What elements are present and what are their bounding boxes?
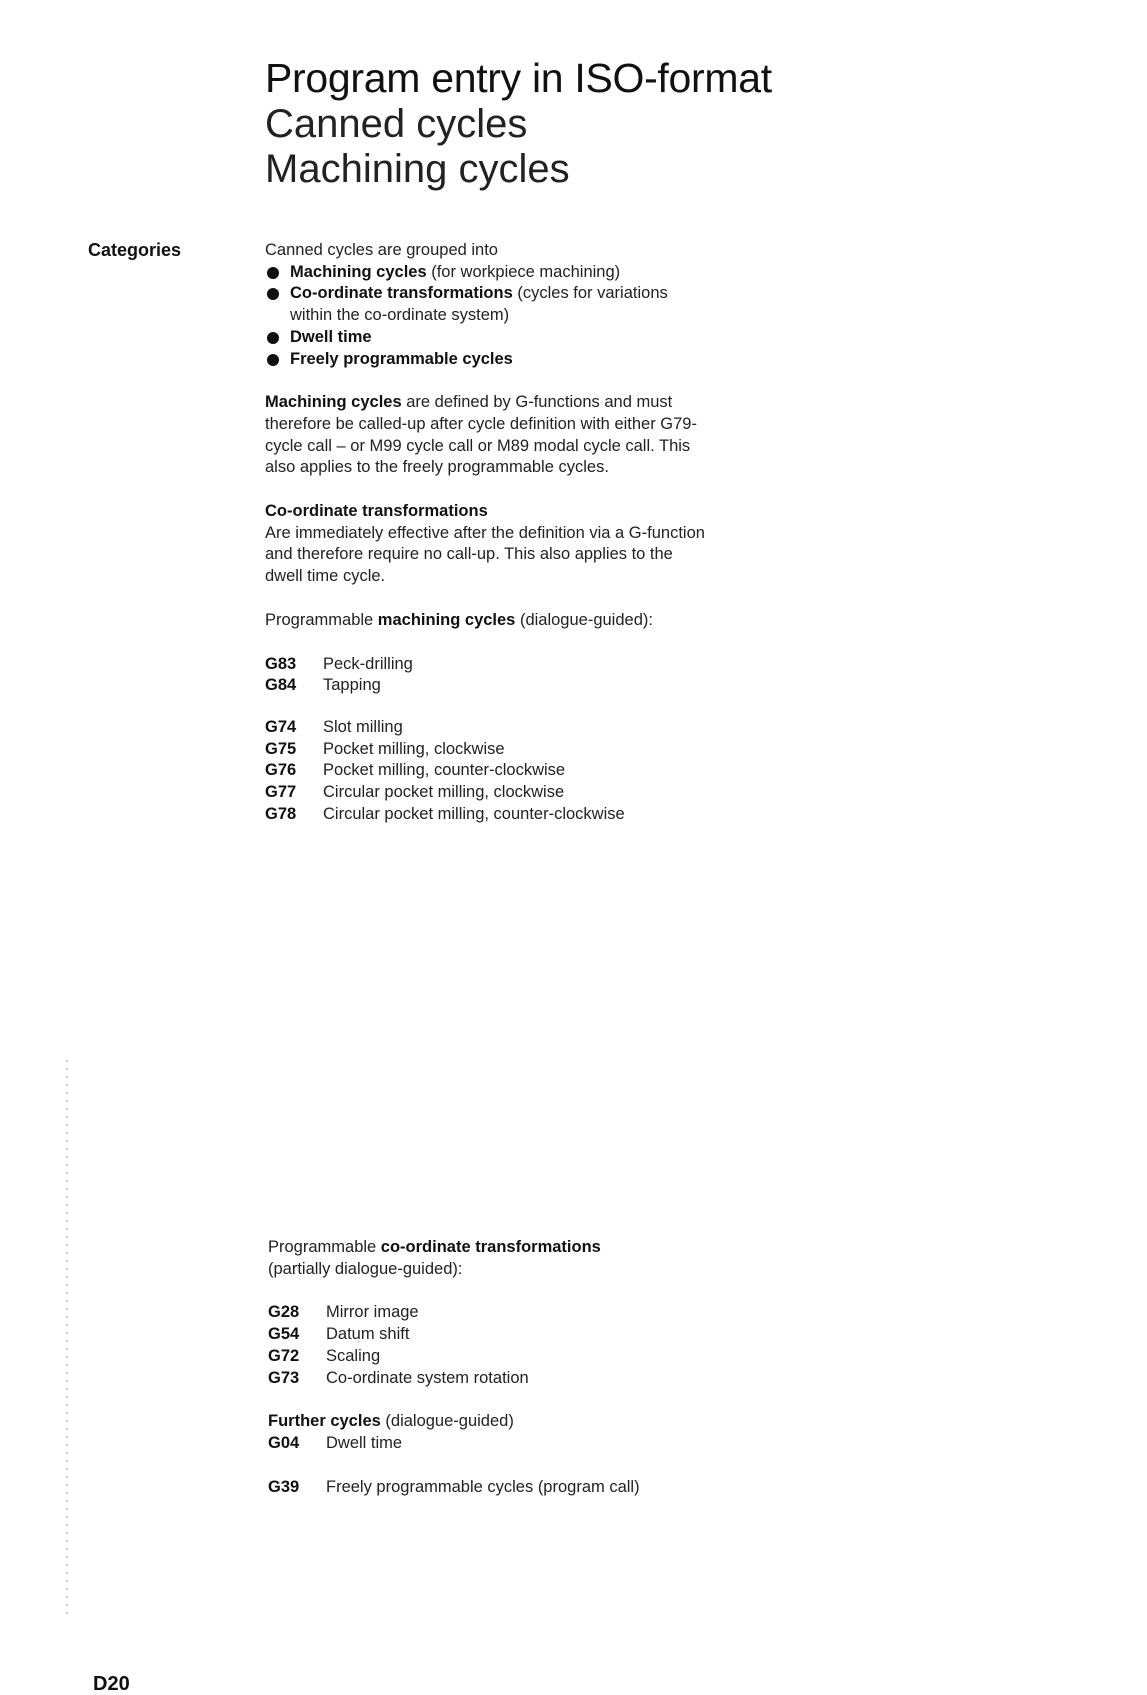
code-list-item — [268, 1324, 708, 1346]
code-list-item — [265, 739, 705, 761]
programmable-coord-intro: Programmable co-ordinate transformations (partially dialogue-guided): — [268, 1238, 601, 1278]
g-code: G28 — [268, 1303, 300, 1322]
g-code: G84 — [265, 676, 297, 695]
code-list-item — [265, 675, 705, 697]
g-code-description: Datum shift — [326, 1325, 410, 1344]
freely-programmable-code-list — [268, 1477, 708, 1499]
code-list-item — [268, 1302, 708, 1324]
code-list-item — [265, 782, 705, 804]
further-code-list — [268, 1433, 708, 1455]
g-code-description: Freely programmable cycles (program call) — [326, 1477, 640, 1496]
main-content — [265, 240, 705, 825]
g-code-description: Scaling — [326, 1346, 381, 1365]
g-code: G76 — [265, 761, 297, 780]
g-code-description: Pocket milling, clockwise — [323, 739, 505, 758]
coord-transform-heading: Co-ordinate transformations — [265, 502, 488, 521]
title-block — [265, 54, 1025, 192]
g-code-description: Circular pocket milling, clockwise — [323, 783, 565, 802]
g-code-description: Mirror image — [326, 1303, 419, 1322]
page-subtitle-1: Canned cycles — [265, 102, 528, 146]
code-list-item — [268, 1477, 708, 1499]
code-list-item — [265, 804, 705, 826]
g-code: G04 — [268, 1433, 300, 1452]
g-code-description: Co-ordinate system rotation — [326, 1368, 529, 1387]
g-code: G83 — [265, 654, 297, 673]
g-code-description: Peck-drilling — [323, 654, 413, 673]
g-code-description: Tapping — [323, 676, 381, 695]
g-code: G39 — [268, 1477, 300, 1496]
side-label-categories: Categories — [88, 240, 182, 260]
g-code: G78 — [265, 804, 297, 823]
code-list-item — [268, 1433, 708, 1455]
bullet-dot-icon — [267, 288, 279, 300]
g-code-description: Circular pocket milling, counter-clockwise — [323, 804, 625, 823]
code-list-item — [268, 1346, 708, 1368]
bullet-item: Dwell time — [265, 327, 705, 349]
lower-content — [268, 1237, 708, 1498]
programmable-machining-intro: Programmable machining cycles (dialogue-guided): — [265, 610, 653, 629]
bullet-item: Freely programmable cycles — [265, 349, 705, 371]
coord-code-list — [268, 1302, 708, 1389]
category-bullet-list — [265, 262, 705, 371]
bullet-dot-icon — [267, 354, 279, 366]
machining-cycles-paragraph: Machining cycles are defined by G-functions and must therefore be called-up after cycle definition with either G79-cycle call – or M99 cycle call or M89 modal cycle call. This also applies to the freely programmable cycles. — [265, 393, 697, 477]
bullet-dot-icon — [267, 267, 279, 279]
further-cycles-heading: Further cycles (dialogue-guided) — [268, 1412, 514, 1431]
machining-code-list-a — [265, 654, 705, 697]
code-list-item — [265, 654, 705, 676]
page-number: D20 — [93, 1673, 130, 1695]
g-code-description: Dwell time — [326, 1433, 403, 1452]
coord-transform-paragraph: Are immediately effective after the definition via a G-function and therefore require no call-up. This also applies to the dwell time cycle. — [265, 523, 705, 586]
code-list-item — [268, 1368, 708, 1390]
bullet-item: Machining cycles (for workpiece machining) — [265, 262, 705, 284]
g-code: G54 — [268, 1325, 300, 1344]
g-code: G72 — [268, 1346, 300, 1365]
g-code: G75 — [265, 739, 297, 758]
g-code-description: Pocket milling, counter-clockwise — [323, 761, 566, 780]
code-list-item — [265, 717, 705, 739]
page-subtitle-2: Machining cycles — [265, 147, 570, 191]
bullet-dot-icon — [267, 332, 279, 344]
page-title: Program entry in ISO-format — [265, 55, 772, 101]
code-list-item — [265, 760, 705, 782]
bullet-item: Co-ordinate transformations (cycles for variations within the co-ordinate system) — [265, 283, 705, 326]
g-code: G73 — [268, 1368, 300, 1387]
g-code-description: Slot milling — [323, 717, 403, 736]
machining-code-list-b — [265, 717, 705, 826]
g-code: G74 — [265, 717, 297, 736]
g-code: G77 — [265, 783, 297, 802]
margin-change-bar — [62, 1060, 72, 1620]
intro-text: Canned cycles are grouped into — [265, 241, 498, 259]
